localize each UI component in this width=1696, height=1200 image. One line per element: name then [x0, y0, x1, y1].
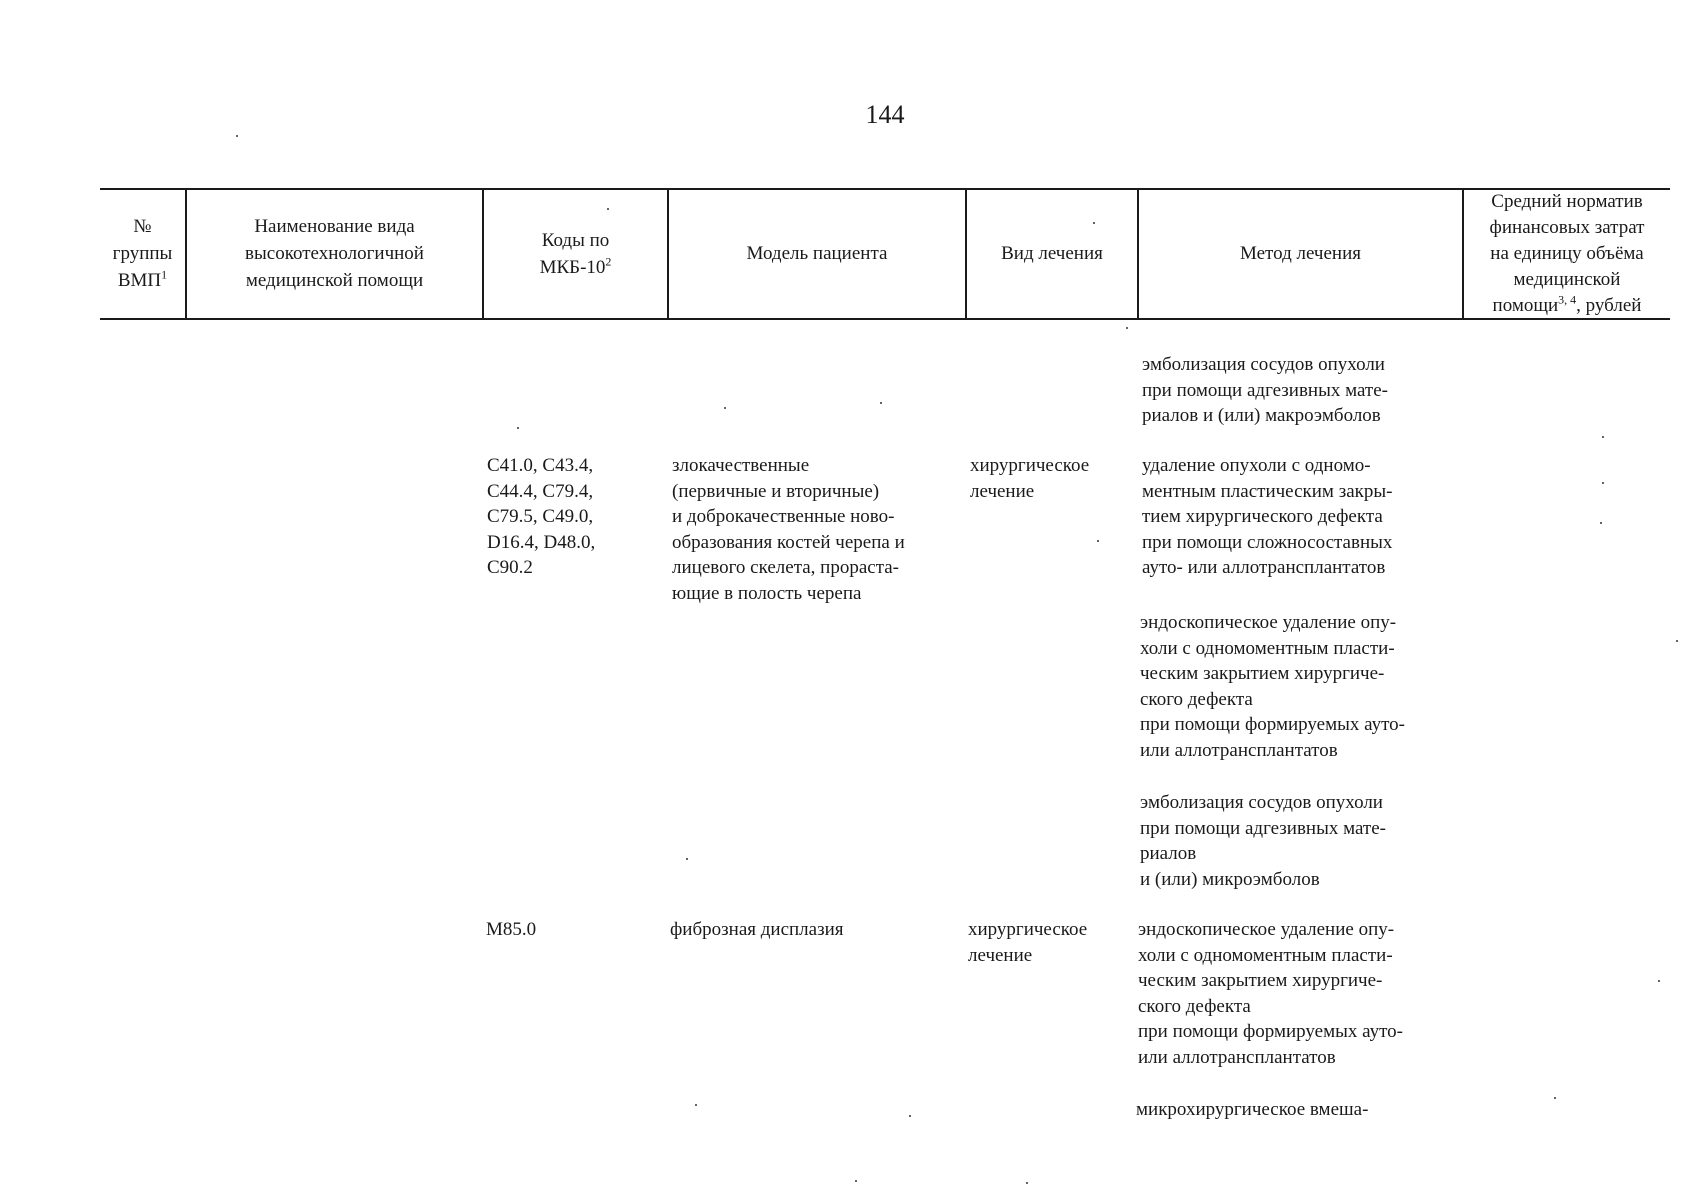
scan-speck	[1658, 980, 1660, 982]
patient-model-cell: злокачественные (первичные и вторичные) и доброкачественные ново- образования костей черепа и лицевого скелета, прораста- ющие в полость черепа	[672, 455, 905, 604]
patient-model-cell: фиброзная дисплазия	[670, 919, 844, 940]
icd-codes-cell: M85.0	[486, 919, 537, 940]
header-icd-codes: Коды по МКБ-$10^2$	[539, 229, 612, 278]
scan-speck	[236, 135, 238, 137]
header-treatment-method: Метод лечения	[1239, 243, 1361, 264]
header-group-number: № группы ВМП$^1$	[112, 216, 173, 291]
scan-speck	[686, 858, 688, 860]
scan-speck	[517, 427, 519, 429]
treatment-type-cell: хирургическое лечение	[970, 455, 1090, 502]
method-text: микрохирургическое вмеша-	[1136, 1099, 1369, 1120]
method-text: эндоскопическое удаление опу- холи с одномоментным пласти- ческим закрытием хирургиче- ского дефекта при помощи формируемых ауто- или аллотрансплантатов	[1140, 612, 1405, 761]
method-text: эмболизация сосудов опухоли при помощи адгезивных мате- риалов и (или) микроэмболов	[1140, 792, 1386, 890]
scan-speck	[1602, 482, 1604, 484]
scan-speck	[695, 1104, 697, 1106]
scan-speck	[724, 407, 726, 409]
scan-speck	[855, 1180, 857, 1182]
scan-speck	[1676, 640, 1678, 642]
treatment-type-cell: хирургическое лечение	[968, 919, 1088, 966]
scan-speck	[1602, 436, 1604, 438]
header-treatment-type: Вид лечения	[1001, 243, 1103, 264]
scan-speck	[607, 208, 609, 210]
scan-speck	[909, 1115, 911, 1117]
scan-speck	[1093, 222, 1095, 224]
scan-speck	[1600, 522, 1602, 524]
page-number: 144	[865, 100, 905, 129]
header-cost-standard: Средний норматив финансовых затрат на единицу объёма медицинской помощи$^{3, 4}$, рублей	[1489, 190, 1645, 316]
scan-speck	[1097, 540, 1099, 542]
scan-speck	[1126, 327, 1128, 329]
scan-speck	[1554, 1097, 1556, 1099]
icd-codes-cell: C41.0, C43.4, C44.4, C79.4, C79.5, C49.0, D16.4, D48.0, C90.2	[487, 455, 596, 578]
scan-speck	[880, 402, 882, 404]
method-text: удаление опухоли с одномо- ментным пластическим закры- тием хирургического дефекта при помощи сложносоставных ауто- или аллотрансплантатов	[1142, 455, 1393, 578]
method-text: эмболизация сосудов опухоли при помощи адгезивных мате- риалов и (или) макроэмболов	[1142, 354, 1388, 426]
header-care-type: Наименование вида высокотехнологичной медицинской помощи	[245, 216, 424, 291]
scan-speck	[1026, 1182, 1028, 1184]
method-text: эндоскопическое удаление опу- холи с одномоментным пласти- ческим закрытием хирургиче- ского дефекта при помощи формируемых ауто- или аллотрансплантатов	[1138, 919, 1403, 1068]
header-patient-model: Модель пациента	[746, 243, 888, 264]
